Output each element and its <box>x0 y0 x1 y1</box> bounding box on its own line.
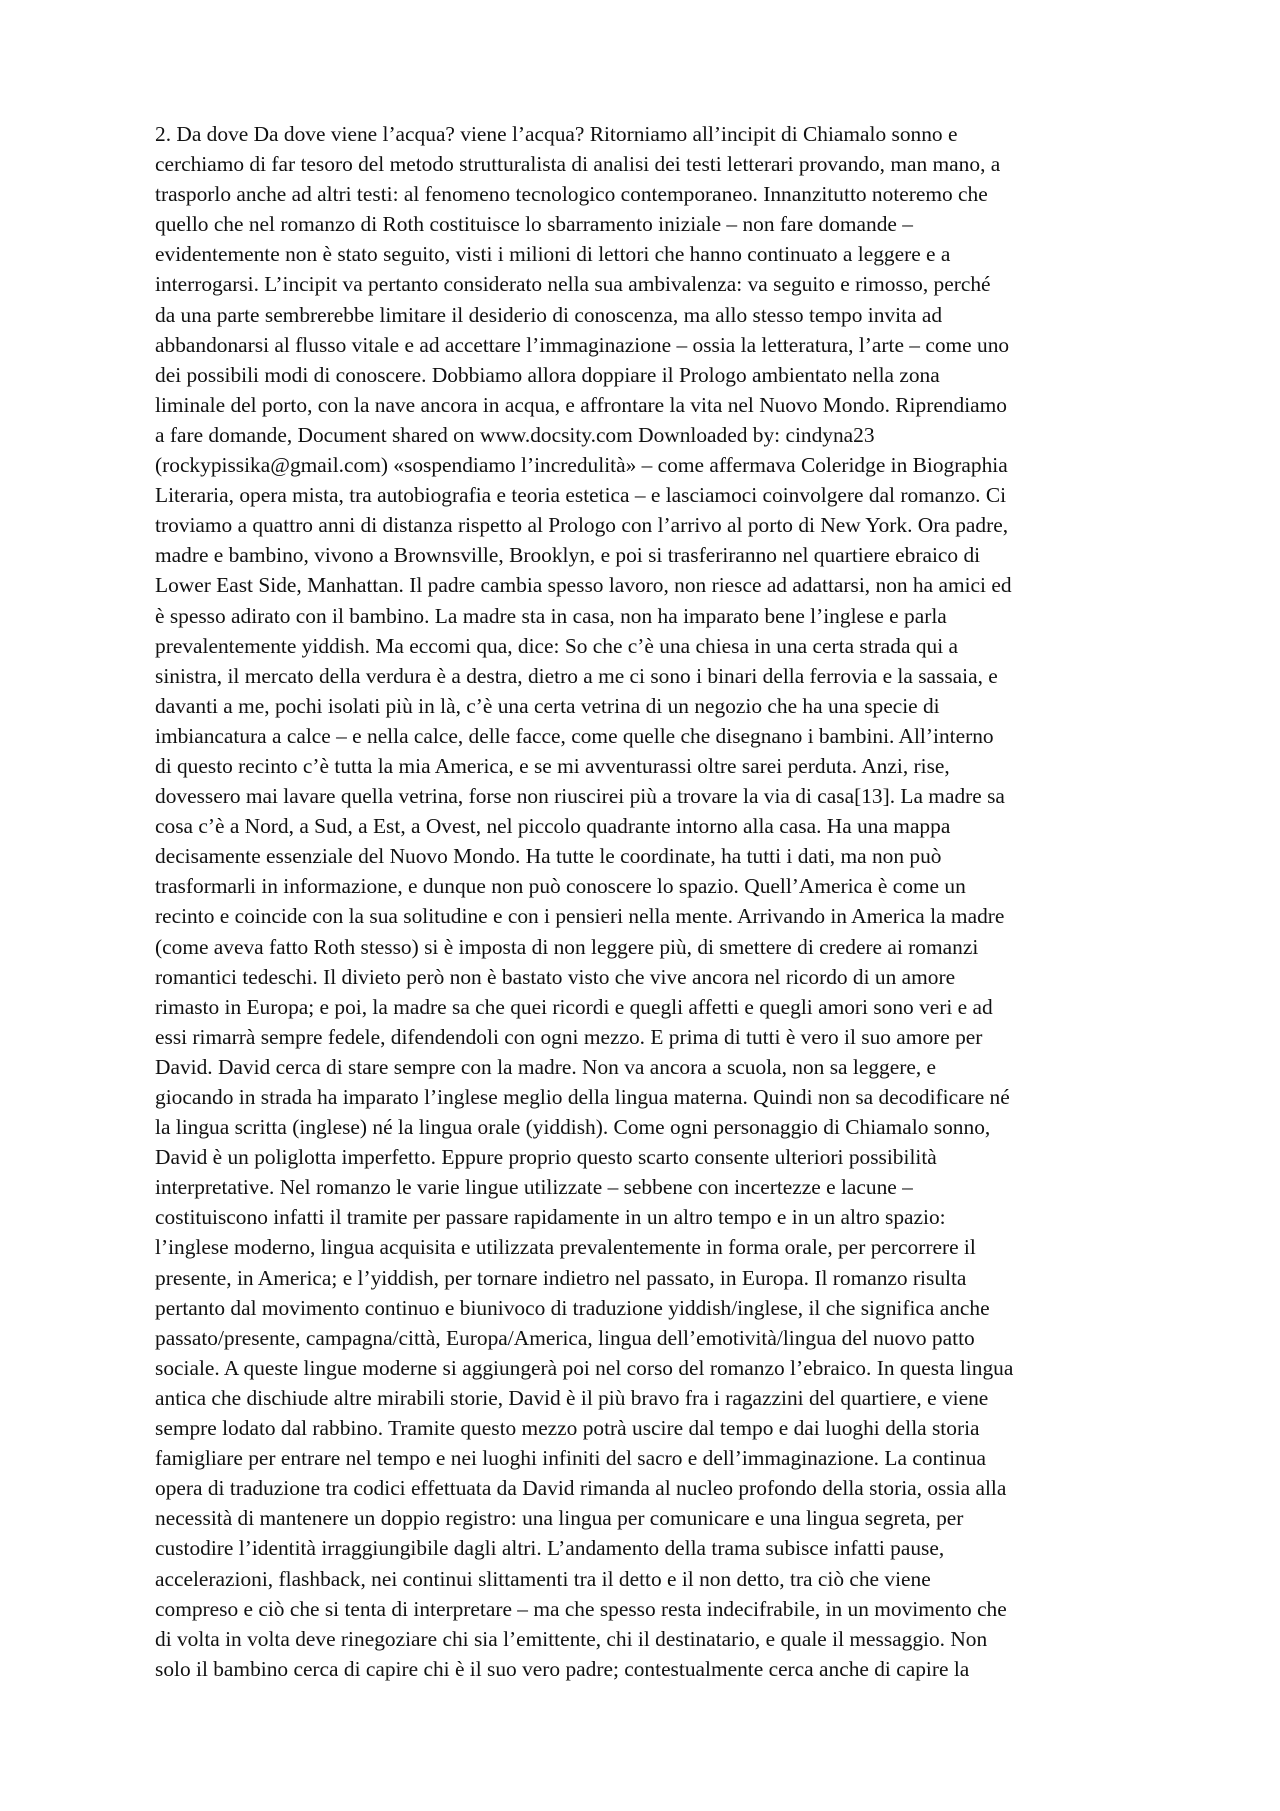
text-line: imbiancatura a calce – e nella calce, delle facce, come quelle che disegnano i bambini. All’interno <box>155 723 994 748</box>
text-line: necessità di mantenere un doppio registro: una lingua per comunicare e una lingua segreta, per <box>155 1506 964 1531</box>
text-line: rimasto in Europa; e poi, la madre sa che quei ricordi e quegli affetti e quegli amori sono veri e ad <box>155 994 993 1019</box>
text-line: opera di traduzione tra codici effettuata da David rimanda al nucleo profondo della storia, ossia alla <box>155 1476 1007 1501</box>
text-line: pertanto dal movimento continuo e biunivoco di traduzione yiddish/inglese, il che significa anche <box>155 1295 990 1320</box>
text-line: David. David cerca di stare sempre con la madre. Non va ancora a scuola, non sa leggere, e <box>155 1054 937 1079</box>
text-line: antica che dischiude altre mirabili storie, David è il più bravo fra i ragazzini del quartiere, e viene <box>155 1385 989 1410</box>
text-line: (come aveva fatto Roth stesso) si è imposta di non leggere più, di smettere di credere ai romanzi <box>155 934 979 959</box>
text-line: solo il bambino cerca di capire chi è il suo vero padre; contestualmente cerca anche di capire la <box>155 1656 970 1681</box>
text-line: liminale del porto, con la nave ancora in acqua, e affrontare la vita nel Nuovo Mondo. Riprendiamo <box>155 392 1007 417</box>
text-line: cosa c’è a Nord, a Sud, a Est, a Ovest, nel piccolo quadrante intorno alla casa. Ha una mappa <box>155 814 951 839</box>
text-line: cerchiamo di far tesoro del metodo strutturalista di analisi dei testi letterari provando, man mano, a <box>155 152 1001 177</box>
text-line: recinto e coincide con la sua solitudine e con i pensieri nella mente. Arrivando in America la madre <box>155 904 1005 929</box>
text-line: costituiscono infatti il tramite per passare rapidamente in un altro tempo e in un altro spazio: <box>155 1205 946 1230</box>
text-line: compreso e ciò che si tenta di interpretare – ma che spesso resta indecifrabile, in un movimento che <box>155 1596 1007 1621</box>
text-line: di volta in volta deve rinegoziare chi sia l’emittente, chi il destinatario, e quale il messaggio. Non <box>155 1626 988 1651</box>
text-line: quello che nel romanzo di Roth costituisce lo sbarramento iniziale – non fare domande – <box>155 212 913 237</box>
text-line: accelerazioni, flashback, nei continui slittamenti tra il detto e il non detto, tra ciò che viene <box>155 1566 931 1591</box>
text-line: davanti a me, pochi isolati più in là, c’è una certa vetrina di un negozio che ha una specie di <box>155 693 940 718</box>
text-line: dovessero mai lavare quella vetrina, forse non riuscirei più a trovare la via di casa[13]. La madre sa <box>155 784 1005 809</box>
text-line: Literaria, opera mista, tra autobiografia e teoria estetica – e lasciamoci coinvolgere dal romanzo. Ci <box>155 483 1007 508</box>
text-line: sempre lodato dal rabbino. Tramite questo mezzo potrà uscire dal tempo e dai luoghi della storia <box>155 1416 980 1441</box>
text-line: famigliare per entrare nel tempo e nei luoghi infiniti del sacro e dell’immaginazione. La continua <box>155 1446 986 1471</box>
text-line: interrogarsi. L’incipit va pertanto considerato nella sua ambivalenza: va seguito e rimosso, perché <box>155 272 991 297</box>
text-line: decisamente essenziale del Nuovo Mondo. Ha tutte le coordinate, ha tutti i dati, ma non può <box>155 844 942 869</box>
text-line: interpretative. Nel romanzo le varie lingue utilizzate – sebbene con incertezze e lacune – <box>155 1175 913 1200</box>
text-line: troviamo a quattro anni di distanza rispetto al Prologo con l’arrivo al porto di New York. Ora padre, <box>155 513 1009 538</box>
text-line: prevalentemente yiddish. Ma eccomi qua, dice: So che c’è una chiesa in una certa strada qui a <box>155 633 959 658</box>
text-line: abbandonarsi al flusso vitale e ad accettare l’immaginazione – ossia la letteratura, l’arte – come uno <box>155 332 1010 357</box>
text-line: sociale. A queste lingue moderne si aggiungerà poi nel corso del romanzo l’ebraico. In questa lingua <box>155 1355 1014 1380</box>
text-line: David è un poliglotta imperfetto. Eppure proprio questo scarto consente ulteriori possibilità <box>155 1145 937 1170</box>
text-line: da una parte sembrerebbe limitare il desiderio di conoscenza, ma allo stesso tempo invita ad <box>155 302 943 327</box>
text-line: custodire l’identità irraggiungibile dagli altri. L’andamento della trama subisce infatti pause, <box>155 1536 945 1561</box>
text-line: di questo recinto c’è tutta la mia America, e se mi avventurassi oltre sarei perduta. Anzi, rise, <box>155 753 950 778</box>
text-line: a fare domande, Document shared on www.docsity.com Downloaded by: cindyna23 <box>155 422 875 447</box>
text-line: presente, in America; e l’yiddish, per tornare indietro nel passato, in Europa. Il romanzo risulta <box>155 1265 967 1290</box>
text-line: essi rimarrà sempre fedele, difendendoli con ogni mezzo. E prima di tutti è vero il suo amore per <box>155 1024 983 1049</box>
text-line: sinistra, il mercato della verdura è a destra, dietro a me ci sono i binari della ferrovia e la sassaia, e <box>155 663 998 688</box>
text-line: madre e bambino, vivono a Brownsville, Brooklyn, e poi si trasferiranno nel quartiere ebraico di <box>155 543 981 568</box>
text-line: 2. Da dove Da dove viene l’acqua? viene l’acqua? Ritorniamo all’incipit di Chiamalo sonno e <box>155 122 958 146</box>
text-line: trasporlo anche ad altri testi: al fenomeno tecnologico contemporaneo. Innanzitutto noteremo che <box>155 182 988 207</box>
text-line: passato/presente, campagna/città, Europa/America, lingua dell’emotività/lingua del nuovo patto <box>155 1325 975 1350</box>
text-line: (rockypissika@gmail.com) «sospendiamo l’incredulità» – come affermava Coleridge in Biographia <box>155 453 1008 478</box>
text-line: è spesso adirato con il bambino. La madre sta in casa, non ha imparato bene l’inglese e parla <box>155 603 947 628</box>
body-text <box>155 119 1160 1684</box>
text-line: la lingua scritta (inglese) né la lingua orale (yiddish). Come ogni personaggio di Chiamalo sonno, <box>155 1115 991 1140</box>
text-line: romantici tedeschi. Il divieto però non è bastato visto che vive ancora nel ricordo di un amore <box>155 964 956 989</box>
text-line: dei possibili modi di conoscere. Dobbiamo allora doppiare il Prologo ambientato nella zona <box>155 362 940 387</box>
text-line: evidentemente non è stato seguito, visti i milioni di lettori che hanno continuato a leggere e a <box>155 242 951 267</box>
text-line: giocando in strada ha imparato l’inglese meglio della lingua materna. Quindi non sa decodificare né <box>155 1085 1010 1109</box>
text-line: trasformarli in informazione, e dunque non può conoscere lo spazio. Quell’America è come un <box>155 874 966 899</box>
text-line: Lower East Side, Manhattan. Il padre cambia spesso lavoro, non riesce ad adattarsi, non ha amici ed <box>155 573 1012 598</box>
text-line: l’inglese moderno, lingua acquisita e utilizzata prevalentemente in forma orale, per percorrere il <box>155 1235 976 1260</box>
